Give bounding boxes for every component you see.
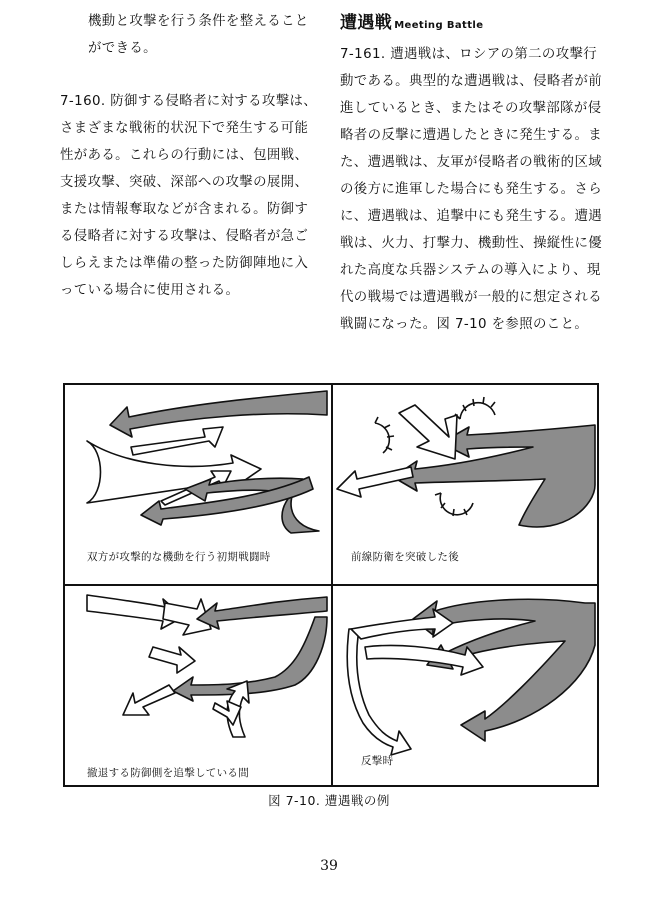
- page-number: 39: [320, 858, 338, 874]
- left-column: [60, 8, 322, 304]
- section-heading-jp: 遭遇戦: [340, 13, 393, 33]
- friendly-arrow: [87, 441, 261, 503]
- figure-caption: 図 7-10. 遭遇戦の例: [268, 793, 390, 808]
- section-heading-en: Meeting Battle: [394, 20, 484, 31]
- friendly-arrow: [131, 427, 223, 455]
- panel-1-diagram: [87, 391, 327, 533]
- section-heading: [340, 8, 610, 41]
- paragraph-7-161: 7-161. 遭遇戦は、ロシアの第二の攻撃行動である。典型的な遭遇戦は、侵略者が前進しているとき、またはその攻撃部隊が侵略者の反撃に遭遇したときに発生する。また、遭遇戦は、友軍が侵略者の戦術的区域の後方に進軍した場合にも発生する。さらに、遭遇戦は、追撃中にも発生する。遭遇戦は、火力、打撃力、機動性、操縦性に優れた高度な兵器システムの導入により、現代の戦場では遭遇戦が一般的に想定される戦闘になった。図 7-10 を参照のこと。: [340, 47, 603, 332]
- right-column: [340, 8, 610, 338]
- figure-7-10: [63, 383, 599, 787]
- panel-1-caption: 双方が攻撃的な機動を行う初期戦闘時: [87, 551, 271, 563]
- friendly-arrow: [123, 685, 175, 715]
- panel-2-diagram: [337, 397, 595, 527]
- panel-3-diagram: [87, 595, 327, 737]
- defensive-arc: [375, 397, 495, 516]
- friendly-arrow: [149, 647, 195, 673]
- friendly-arrow: [351, 609, 453, 639]
- enemy-arrow: [197, 597, 327, 629]
- paragraph-7-160: 7-160. 防御する侵略者に対する攻撃は、さまざまな戦術的状況下で発生する可能性がある。これらの行動には、包囲戦、支援攻撃、突破、深部への攻撃の展開、または情報奪取などが含まれる。防御する侵略者に対する攻撃は、侵略者が急ごしらえまたは準備の整った防御陣地に入っている場合に使用される。: [60, 94, 318, 298]
- panel-4-diagram: [347, 599, 595, 755]
- continuation-text: 機動と攻撃を行う条件を整えることができる。: [88, 14, 309, 56]
- enemy-arrow: [393, 425, 595, 527]
- figure-diagram: [65, 385, 597, 785]
- panel-2-caption: 前線防衛を突破した後: [351, 551, 459, 563]
- friendly-arrow: [399, 405, 457, 459]
- panel-3-caption: 撤退する防御側を追撃している間: [87, 767, 249, 779]
- panel-4-caption: 反撃時: [361, 755, 394, 767]
